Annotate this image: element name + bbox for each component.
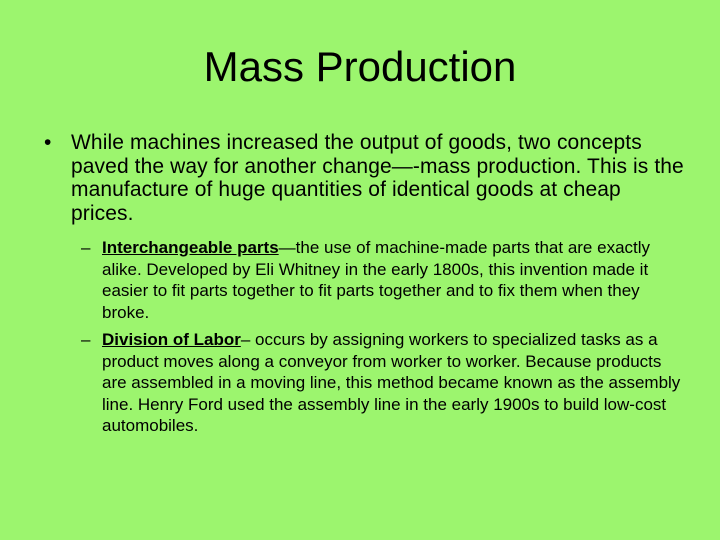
sub-bullet-marker: –: [81, 238, 91, 257]
main-bullet-text: While machines increased the output of goods, two concepts paved the way for another change—-mass production. This is the manufacture of huge quantities of identical goods at cheap prices.: [71, 131, 684, 225]
sub-bullet-division-of-labor: [81, 329, 686, 437]
sub-bullet-text: [102, 329, 686, 437]
main-bullet: [44, 131, 684, 225]
definition-division-of-labor: occurs by assigning workers to specialized tasks as a product moves along a conveyor from worker to worker. Because products are assembled in a moving line, this method became known as the assembly line. Henry Ford used the assembly line in the early 1900s to build low-cost automobiles.: [102, 330, 681, 436]
sub-bullet-interchangeable-parts: [81, 237, 686, 323]
sub-bullet-text: [102, 237, 686, 323]
sub-bullet-marker: –: [81, 330, 91, 349]
term-separator: —: [278, 238, 296, 257]
term-division-of-labor: Division of Labor: [102, 330, 241, 349]
bullet-marker: •: [44, 131, 52, 154]
term-separator: –: [240, 330, 256, 349]
definition-interchangeable-parts: the use of machine-made parts that are exactly alike. Developed by Eli Whitney in the early 1800s, this invention made it easier to fit parts together to fit parts together and to fix them when they broke.: [102, 238, 651, 322]
term-interchangeable-parts: Interchangeable parts: [102, 238, 279, 257]
slide-title: Mass Production: [203, 43, 517, 90]
